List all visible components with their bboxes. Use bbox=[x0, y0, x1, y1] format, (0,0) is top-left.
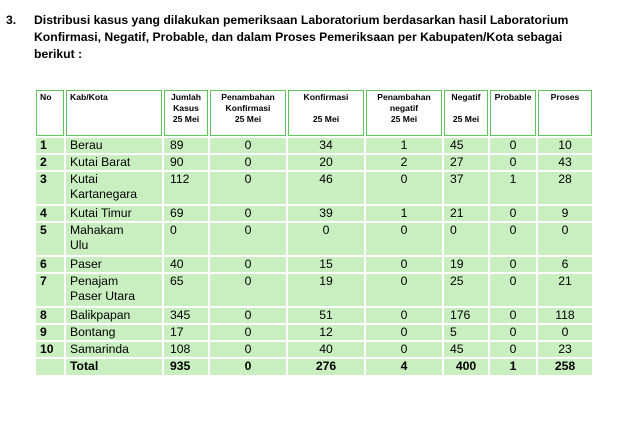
penambahan-negatif-cell: 0 bbox=[365, 341, 443, 358]
header-spacer bbox=[288, 103, 364, 114]
heading-line-2: Konfirmasi, Negatif, Probable, dan dalam Proses Pemeriksaan per Kabupaten/Kota sebagai bbox=[34, 30, 563, 44]
negatif-cell: 37 bbox=[443, 171, 489, 205]
kab-kota-cell bbox=[65, 324, 163, 341]
proses-cell: 43 bbox=[537, 154, 593, 171]
penambahan-konfirmasi-cell: 0 bbox=[209, 222, 287, 256]
header-probable: Probable bbox=[489, 89, 537, 137]
probable-cell: 0 bbox=[489, 307, 537, 324]
penambahan-konfirmasi-cell: 0 bbox=[209, 273, 287, 307]
jumlah-kasus-cell: 90 bbox=[163, 154, 209, 171]
header-jumlah-kasus bbox=[163, 89, 209, 137]
jumlah-kasus-cell: 69 bbox=[163, 205, 209, 222]
jumlah-kasus-cell: 17 bbox=[163, 324, 209, 341]
table-row bbox=[35, 171, 593, 205]
kab-kota-cell bbox=[65, 171, 163, 205]
probable-cell: 0 bbox=[489, 324, 537, 341]
row-number: 2 bbox=[35, 154, 65, 171]
jumlah-kasus-cell: 0 bbox=[163, 222, 209, 256]
jumlah-kasus-cell: 345 bbox=[163, 307, 209, 324]
header-no: No bbox=[35, 89, 65, 137]
header-text: 25 Mei bbox=[312, 114, 340, 124]
kab-kota-cell bbox=[65, 273, 163, 307]
kab-kota-cell bbox=[65, 154, 163, 171]
kab-kota-line: Bontang bbox=[70, 325, 116, 339]
probable-cell: 0 bbox=[489, 256, 537, 273]
proses-cell: 21 bbox=[537, 273, 593, 307]
header-text: 25 Mei bbox=[390, 114, 418, 124]
kab-kota-line: Kutai bbox=[70, 172, 98, 186]
table-row bbox=[35, 205, 593, 222]
penambahan-negatif-cell: 0 bbox=[365, 256, 443, 273]
header-text: Penambahan bbox=[221, 92, 275, 102]
penambahan-konfirmasi-cell: 0 bbox=[209, 205, 287, 222]
total-row bbox=[35, 358, 593, 376]
table-body bbox=[35, 137, 593, 376]
header-text: 25 Mei bbox=[234, 114, 262, 124]
penambahan-konfirmasi-cell: 0 bbox=[209, 171, 287, 205]
proses-cell: 10 bbox=[537, 137, 593, 154]
penambahan-negatif-cell: 0 bbox=[365, 171, 443, 205]
proses-cell: 9 bbox=[537, 205, 593, 222]
row-number: 5 bbox=[35, 222, 65, 256]
penambahan-negatif-cell: 0 bbox=[365, 324, 443, 341]
konfirmasi-cell: 0 bbox=[287, 222, 365, 256]
probable-cell: 1 bbox=[489, 171, 537, 205]
negatif-cell: 45 bbox=[443, 137, 489, 154]
jumlah-kasus-cell: 40 bbox=[163, 256, 209, 273]
penambahan-konfirmasi-cell: 0 bbox=[209, 137, 287, 154]
row-number: 1 bbox=[35, 137, 65, 154]
penambahan-konfirmasi-cell: 0 bbox=[209, 341, 287, 358]
header-kab-kota: Kab/Kota bbox=[65, 89, 163, 137]
kab-kota-line: Penajam bbox=[70, 274, 119, 288]
penambahan-konfirmasi-cell: 0 bbox=[209, 256, 287, 273]
table-row bbox=[35, 256, 593, 273]
header-text: Kasus bbox=[173, 103, 199, 113]
row-number: 3 bbox=[35, 171, 65, 205]
penambahan-negatif-cell: 1 bbox=[365, 205, 443, 222]
table-row bbox=[35, 324, 593, 341]
kab-kota-cell bbox=[65, 137, 163, 154]
kab-kota-cell bbox=[65, 307, 163, 324]
kab-kota-cell bbox=[65, 205, 163, 222]
penambahan-negatif-cell: 0 bbox=[365, 307, 443, 324]
jumlah-kasus-cell: 65 bbox=[163, 273, 209, 307]
lab-results-table bbox=[34, 88, 594, 377]
total-penambahan-negatif: 4 bbox=[365, 358, 443, 376]
jumlah-kasus-cell: 112 bbox=[163, 171, 209, 205]
negatif-cell: 21 bbox=[443, 205, 489, 222]
row-number: 9 bbox=[35, 324, 65, 341]
proses-cell: 6 bbox=[537, 256, 593, 273]
konfirmasi-cell: 19 bbox=[287, 273, 365, 307]
header-text: negatif bbox=[389, 103, 419, 113]
proses-cell: 28 bbox=[537, 171, 593, 205]
penambahan-negatif-cell: 1 bbox=[365, 137, 443, 154]
konfirmasi-cell: 39 bbox=[287, 205, 365, 222]
header-penambahan-konfirmasi bbox=[209, 89, 287, 137]
konfirmasi-cell: 15 bbox=[287, 256, 365, 273]
penambahan-negatif-cell: 2 bbox=[365, 154, 443, 171]
total-proses: 258 bbox=[537, 358, 593, 376]
header-text: Konfirmasi bbox=[225, 103, 271, 113]
heading-line-1: Distribusi kasus yang dilakukan pemeriksaan Laboratorium berdasarkan hasil Laboratorium bbox=[34, 13, 569, 27]
section-heading-text bbox=[34, 12, 634, 63]
total-probable: 1 bbox=[489, 358, 537, 376]
total-negatif: 400 bbox=[443, 358, 489, 376]
header-text: Konfirmasi bbox=[303, 92, 349, 102]
header-negatif bbox=[443, 89, 489, 137]
probable-cell: 0 bbox=[489, 222, 537, 256]
total-label: Total bbox=[65, 358, 163, 376]
proses-cell: 118 bbox=[537, 307, 593, 324]
kab-kota-line: Mahakam bbox=[70, 223, 124, 237]
header-proses: Proses bbox=[537, 89, 593, 137]
konfirmasi-cell: 46 bbox=[287, 171, 365, 205]
table-row bbox=[35, 273, 593, 307]
table-row bbox=[35, 222, 593, 256]
kab-kota-cell bbox=[65, 256, 163, 273]
probable-cell: 0 bbox=[489, 137, 537, 154]
row-number: 10 bbox=[35, 341, 65, 358]
negatif-cell: 176 bbox=[443, 307, 489, 324]
kab-kota-line: Kartanegara bbox=[70, 187, 138, 201]
negatif-cell: 19 bbox=[443, 256, 489, 273]
section-heading bbox=[6, 12, 634, 63]
konfirmasi-cell: 34 bbox=[287, 137, 365, 154]
penambahan-negatif-cell: 0 bbox=[365, 222, 443, 256]
negatif-cell: 5 bbox=[443, 324, 489, 341]
kab-kota-line: Balikpapan bbox=[70, 308, 131, 322]
konfirmasi-cell: 51 bbox=[287, 307, 365, 324]
table-row bbox=[35, 154, 593, 171]
kab-kota-line: Paser Utara bbox=[70, 289, 136, 303]
konfirmasi-cell: 20 bbox=[287, 154, 365, 171]
penambahan-konfirmasi-cell: 0 bbox=[209, 324, 287, 341]
proses-cell: 0 bbox=[537, 324, 593, 341]
kab-kota-cell bbox=[65, 222, 163, 256]
row-number: 8 bbox=[35, 307, 65, 324]
header-text: Jumlah bbox=[170, 92, 202, 102]
table-row bbox=[35, 307, 593, 324]
total-jumlah: 935 bbox=[163, 358, 209, 376]
kab-kota-line: Ulu bbox=[70, 238, 89, 252]
probable-cell: 0 bbox=[489, 154, 537, 171]
negatif-cell: 45 bbox=[443, 341, 489, 358]
row-number: 7 bbox=[35, 273, 65, 307]
total-konfirmasi: 276 bbox=[287, 358, 365, 376]
probable-cell: 0 bbox=[489, 273, 537, 307]
table-row bbox=[35, 137, 593, 154]
kab-kota-line: Paser bbox=[70, 257, 102, 271]
header-penambahan-negatif bbox=[365, 89, 443, 137]
header-text: 25 Mei bbox=[172, 114, 200, 124]
total-penambahan-konfirmasi: 0 bbox=[209, 358, 287, 376]
heading-line-3: berikut : bbox=[34, 47, 83, 61]
kab-kota-line: Kutai Barat bbox=[70, 155, 131, 169]
header-text: Penambahan bbox=[377, 92, 431, 102]
jumlah-kasus-cell: 89 bbox=[163, 137, 209, 154]
jumlah-kasus-cell: 108 bbox=[163, 341, 209, 358]
konfirmasi-cell: 40 bbox=[287, 341, 365, 358]
header-text: 25 Mei bbox=[452, 114, 480, 124]
proses-cell: 0 bbox=[537, 222, 593, 256]
kab-kota-line: Berau bbox=[70, 138, 103, 152]
header-konfirmasi bbox=[287, 89, 365, 137]
kab-kota-cell bbox=[65, 341, 163, 358]
konfirmasi-cell: 12 bbox=[287, 324, 365, 341]
penambahan-konfirmasi-cell: 0 bbox=[209, 154, 287, 171]
penambahan-konfirmasi-cell: 0 bbox=[209, 307, 287, 324]
row-number: 4 bbox=[35, 205, 65, 222]
probable-cell: 0 bbox=[489, 341, 537, 358]
negatif-cell: 0 bbox=[443, 222, 489, 256]
table-header-row bbox=[35, 89, 593, 137]
negatif-cell: 25 bbox=[443, 273, 489, 307]
proses-cell: 23 bbox=[537, 341, 593, 358]
header-text: Negatif bbox=[451, 92, 481, 102]
negatif-cell: 27 bbox=[443, 154, 489, 171]
penambahan-negatif-cell: 0 bbox=[365, 273, 443, 307]
header-spacer bbox=[444, 103, 488, 114]
probable-cell: 0 bbox=[489, 205, 537, 222]
total-no-cell bbox=[35, 358, 65, 376]
kab-kota-line: Samarinda bbox=[70, 342, 129, 356]
section-number: 3. bbox=[6, 13, 17, 27]
kab-kota-line: Kutai Timur bbox=[70, 206, 132, 220]
row-number: 6 bbox=[35, 256, 65, 273]
table-row bbox=[35, 341, 593, 358]
